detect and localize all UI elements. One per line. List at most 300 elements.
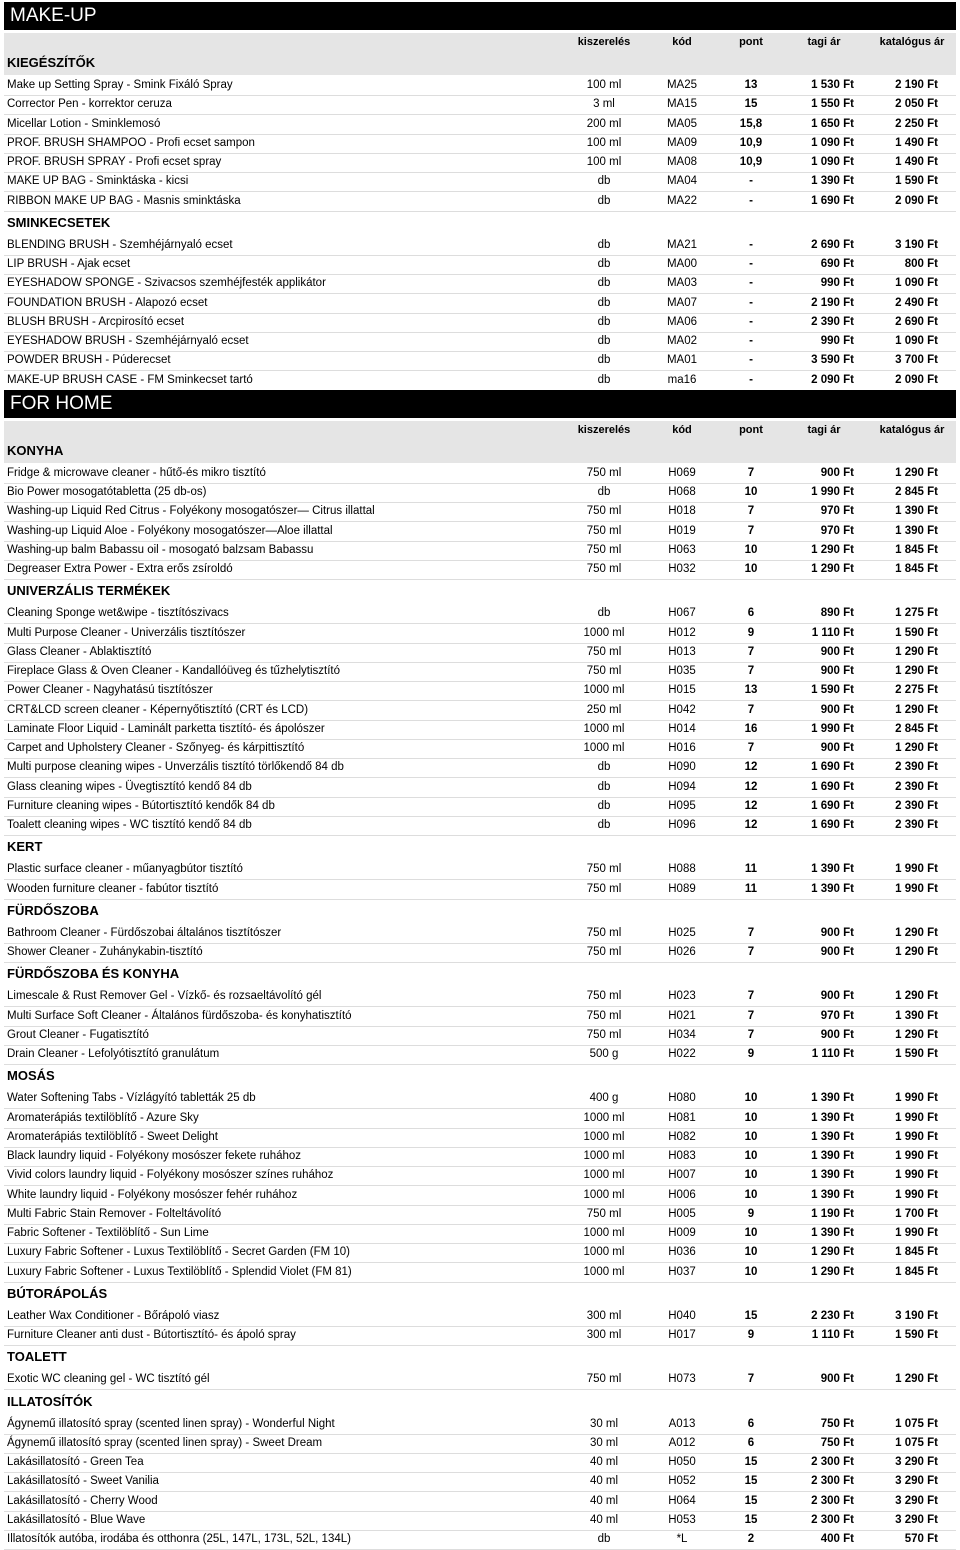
catalog-price: 1 075 Ft: [895, 1417, 938, 1430]
member-price: 400 Ft: [820, 1533, 854, 1545]
product-code: A013: [668, 1417, 696, 1430]
column-header-code: kód: [672, 423, 692, 436]
product-code: H026: [668, 946, 696, 958]
product-code: H014: [668, 722, 696, 735]
product-name: BLENDING BRUSH - Szemhéjárnyaló ecset: [7, 238, 233, 251]
catalog-price: 1 845 Ft: [895, 1246, 938, 1259]
product-name: Furniture cleaning wipes - Bútortisztító kendők 84 db: [7, 799, 275, 812]
product-size: 3 ml: [593, 98, 615, 111]
section-title: FÜRDŐSZOBA: [7, 902, 99, 918]
catalog-price: 3 190 Ft: [895, 1309, 938, 1322]
product-name: Fireplace Glass & Oven Cleaner - Kandallóüveg és tűzhelytisztító: [7, 665, 341, 677]
product-code: MA09: [666, 136, 698, 149]
product-points: 7: [747, 1009, 755, 1022]
product-code: MA15: [666, 98, 698, 111]
product-code: H068: [668, 486, 696, 498]
product-points: 7: [747, 703, 755, 716]
table-row: [4, 1166, 956, 1186]
product-code: H053: [668, 1513, 696, 1526]
table-row: [4, 1263, 956, 1283]
product-size: db: [597, 780, 611, 793]
product-code: MA07: [666, 296, 698, 309]
product-points: 15: [744, 98, 758, 111]
member-price: 1 990 Ft: [811, 722, 854, 735]
table-row: [4, 816, 956, 836]
product-name: Glass Cleaner - Ablaktisztító: [7, 645, 152, 658]
product-code: H012: [668, 626, 696, 639]
table-row: [4, 95, 956, 115]
product-size: db: [597, 238, 611, 251]
product-size: 250 ml: [586, 703, 622, 716]
member-price: 2 300 Ft: [811, 1456, 854, 1468]
product-code: MA06: [666, 315, 698, 328]
product-code: H007: [668, 1169, 696, 1182]
table-row: [4, 1492, 956, 1512]
product-points: 10: [744, 543, 758, 556]
member-price: 1 290 Ft: [811, 1246, 854, 1259]
product-size: 30 ml: [589, 1436, 619, 1449]
product-code: MA00: [666, 258, 698, 270]
member-price: 1 390 Ft: [811, 1130, 854, 1143]
product-size: 1000 ml: [583, 1188, 625, 1201]
product-points: 7: [747, 946, 755, 958]
member-price: 970 Ft: [820, 524, 854, 537]
catalog-price: 1 075 Ft: [895, 1436, 938, 1449]
member-price: 900 Ft: [820, 645, 854, 658]
table-row: [4, 313, 956, 333]
product-size: 1000 ml: [583, 742, 625, 754]
product-size: db: [597, 819, 611, 831]
product-size: db: [597, 315, 611, 328]
column-header: [4, 33, 956, 51]
product-points: 11: [744, 863, 758, 876]
table-row: [4, 294, 956, 314]
product-points: 10: [744, 1227, 758, 1239]
table-row: [4, 153, 956, 173]
catalog-price: 1 990 Ft: [895, 1111, 938, 1124]
product-size: db: [597, 335, 611, 347]
product-code: MA08: [666, 156, 698, 168]
member-price: 2 300 Ft: [811, 1475, 854, 1488]
product-code: ma16: [667, 373, 697, 386]
product-size: db: [597, 373, 611, 386]
table-row: [4, 1109, 956, 1129]
catalog-price: 2 390 Ft: [895, 780, 938, 793]
product-name: Luxury Fabric Softener - Luxus Textilöblítő - Splendid Violet (FM 81): [7, 1265, 352, 1278]
product-code: MA03: [666, 277, 698, 290]
product-code: H040: [668, 1309, 696, 1322]
table-row: [4, 797, 956, 817]
product-size: 750 ml: [586, 882, 622, 895]
table-row: [4, 1007, 956, 1027]
product-size: 40 ml: [589, 1475, 619, 1488]
product-size: db: [597, 194, 611, 207]
table-row: [4, 522, 956, 542]
product-name: Black laundry liquid - Folyékony mosószer fekete ruhához: [7, 1150, 302, 1162]
member-price: 1 110 Ft: [811, 1048, 854, 1060]
product-size: db: [597, 607, 611, 620]
product-code: H073: [668, 1373, 696, 1386]
product-size: 1000 ml: [583, 626, 625, 639]
product-points: 15: [744, 1475, 758, 1488]
table-row: [4, 681, 956, 701]
product-size: 30 ml: [589, 1417, 619, 1430]
catalog-price: 1 090 Ft: [895, 335, 938, 347]
product-points: 12: [744, 780, 758, 793]
member-price: 750 Ft: [820, 1417, 854, 1430]
product-name: MAKE-UP BRUSH CASE - FM Sminkecset tartó: [7, 373, 253, 386]
member-price: 990 Ft: [820, 277, 854, 290]
product-code: MA25: [666, 79, 698, 91]
product-code: H005: [668, 1207, 696, 1220]
product-code: H019: [668, 524, 696, 537]
product-size: 750 ml: [586, 505, 622, 518]
product-points: 6: [747, 1417, 755, 1430]
product-code: H094: [668, 780, 696, 793]
product-code: H081: [668, 1111, 696, 1124]
catalog-price: 1 290 Ft: [895, 1028, 938, 1041]
product-code: MA22: [666, 194, 698, 207]
table-row: [4, 1415, 956, 1435]
product-points: -: [749, 296, 753, 309]
product-size: db: [597, 258, 611, 270]
product-size: 750 ml: [586, 543, 622, 556]
product-size: 750 ml: [586, 1207, 622, 1220]
product-name: Make up Setting Spray - Smink Fixáló Spray: [7, 79, 233, 91]
table-row: [4, 604, 956, 624]
member-price: 1 690 Ft: [811, 799, 854, 812]
product-name: Luxury Fabric Softener - Luxus Textilöblítő - Secret Garden (FM 10): [7, 1246, 351, 1259]
category-banner: FOR HOME: [4, 390, 956, 418]
member-price: 900 Ft: [820, 742, 854, 754]
product-size: 1000 ml: [583, 1111, 625, 1124]
table-row: [4, 880, 956, 900]
product-size: db: [597, 799, 611, 812]
member-price: 900 Ft: [820, 1028, 854, 1041]
section-title: MOSÁS: [7, 1068, 55, 1084]
product-points: 6: [747, 1436, 755, 1449]
table-row: [4, 134, 956, 154]
catalog-price: 2 250 Ft: [895, 117, 938, 130]
product-name: Corrector Pen - korrektor ceruza: [7, 98, 172, 111]
product-size: 750 ml: [586, 665, 622, 677]
column-header-tagi: tagi ár: [807, 36, 841, 48]
product-name: Illatosítók autóba, irodába és otthonra (25L, 147L, 173L, 52L, 134L): [7, 1533, 351, 1545]
catalog-price: 2 090 Ft: [895, 373, 938, 386]
member-price: 900 Ft: [820, 466, 854, 479]
product-name: MAKE UP BAG - Sminktáska - kicsi: [7, 175, 189, 188]
catalog-price: 1 290 Ft: [895, 926, 938, 939]
product-code: H035: [668, 665, 696, 677]
table-row: [4, 1453, 956, 1473]
product-size: 1000 ml: [583, 1227, 625, 1239]
product-size: 100 ml: [586, 156, 622, 168]
member-price: 2 090 Ft: [811, 373, 854, 386]
member-price: 900 Ft: [820, 990, 854, 1003]
product-code: H088: [668, 863, 696, 876]
table-row: [4, 701, 956, 721]
member-price: 1 390 Ft: [811, 175, 854, 188]
product-size: 100 ml: [586, 79, 622, 91]
product-code: H009: [668, 1227, 696, 1239]
product-size: 750 ml: [586, 563, 622, 575]
catalog-price: 1 845 Ft: [895, 563, 938, 575]
product-code: H063: [668, 543, 696, 556]
product-points: 10: [744, 1188, 758, 1201]
product-size: 1000 ml: [583, 1130, 625, 1143]
product-size: 750 ml: [586, 946, 622, 958]
catalog-price: 3 190 Ft: [895, 238, 938, 251]
product-points: -: [749, 277, 753, 290]
product-points: 10: [744, 1150, 758, 1162]
section-title: KERT: [7, 839, 43, 855]
product-code: H006: [668, 1188, 696, 1201]
category-banner: MAKE-UP: [4, 2, 956, 30]
column-header-size: kiszerelés: [577, 423, 631, 436]
product-name: PROF. BRUSH SHAMPOO - Profi ecset sampon: [7, 136, 255, 149]
table-row: [4, 1326, 956, 1346]
product-points: 7: [747, 1028, 755, 1041]
member-price: 1 530 Ft: [811, 79, 854, 91]
product-points: 10: [744, 1246, 758, 1259]
product-size: db: [597, 277, 611, 290]
product-code: MA05: [666, 117, 698, 130]
product-points: 7: [747, 742, 755, 754]
catalog-price: 3 290 Ft: [895, 1456, 938, 1468]
member-price: 2 300 Ft: [811, 1513, 854, 1526]
table-row: [4, 172, 956, 192]
catalog-price: 2 390 Ft: [895, 761, 938, 774]
product-name: Shower Cleaner - Zuhánykabin-tisztító: [7, 946, 203, 958]
product-code: H022: [668, 1048, 696, 1060]
product-name: Laminate Floor Liquid - Laminált parketta tisztító- és ápolószer: [7, 722, 325, 735]
product-points: -: [749, 335, 753, 347]
member-price: 1 690 Ft: [811, 819, 854, 831]
member-price: 1 110 Ft: [811, 626, 854, 639]
product-name: Aromaterápiás textilöblítő - Azure Sky: [7, 1111, 199, 1124]
product-points: 9: [747, 1207, 755, 1220]
product-code: H017: [668, 1329, 696, 1341]
product-size: 1000 ml: [583, 684, 625, 697]
table-row: [4, 1186, 956, 1206]
catalog-price: 1 590 Ft: [895, 175, 938, 188]
product-size: 500 g: [589, 1048, 619, 1060]
member-price: 890 Ft: [820, 607, 854, 620]
catalog-price: 2 490 Ft: [895, 296, 938, 309]
product-name: Washing-up balm Babassu oil - mosogató balzsam Babassu: [7, 543, 314, 556]
member-price: 1 390 Ft: [811, 1111, 854, 1124]
product-name: Micellar Lotion - Sminklemosó: [7, 117, 161, 130]
member-price: 1 650 Ft: [811, 117, 854, 130]
table-row: [4, 943, 956, 963]
product-code: H034: [668, 1028, 696, 1041]
product-points: 10: [744, 1169, 758, 1182]
catalog-price: 1 390 Ft: [895, 524, 938, 537]
member-price: 1 390 Ft: [811, 1188, 854, 1201]
member-price: 1 290 Ft: [811, 543, 854, 556]
table-row: [4, 860, 956, 880]
catalog-price: 1 290 Ft: [895, 645, 938, 658]
catalog-price: 1 290 Ft: [895, 946, 938, 958]
product-name: Plastic surface cleaner - műanyagbútor tisztító: [7, 863, 243, 876]
section-title: UNIVERZÁLIS TERMÉKEK: [7, 583, 171, 599]
product-points: -: [749, 194, 753, 207]
product-code: MA04: [666, 175, 698, 188]
table-row: [4, 483, 956, 503]
catalog-price: 1 990 Ft: [895, 1227, 938, 1239]
product-points: 12: [744, 761, 758, 774]
product-size: 750 ml: [586, 1009, 622, 1022]
member-price: 1 390 Ft: [811, 1150, 854, 1162]
product-name: Furniture Cleaner anti dust - Bútortisztító- és ápoló spray: [7, 1329, 296, 1341]
product-size: db: [597, 175, 611, 188]
catalog-price: 2 275 Ft: [895, 684, 938, 697]
product-code: H021: [668, 1009, 696, 1022]
product-code: H050: [668, 1456, 696, 1468]
product-name: Carpet and Upholstery Cleaner - Szőnyeg- és kárpittisztító: [7, 742, 305, 754]
section-title: BÚTORÁPOLÁS: [7, 1285, 108, 1301]
catalog-price: 1 275 Ft: [895, 607, 938, 620]
product-code: H080: [668, 1092, 696, 1105]
product-size: 300 ml: [586, 1329, 622, 1341]
product-points: -: [749, 354, 753, 367]
catalog-price: 1 290 Ft: [895, 990, 938, 1003]
product-code: H067: [668, 607, 696, 620]
product-name: Power Cleaner - Nagyhatású tisztítószer: [7, 684, 213, 697]
product-name: Multi purpose cleaning wipes - Unverzális tisztító törlőkendő 84 db: [7, 761, 344, 774]
member-price: 900 Ft: [820, 926, 854, 939]
product-code: *L: [676, 1533, 688, 1545]
product-code: H083: [668, 1150, 696, 1162]
product-code: H025: [668, 926, 696, 939]
product-points: 11: [744, 882, 758, 895]
table-row: [4, 464, 956, 484]
product-points: 9: [747, 626, 755, 639]
member-price: 1 990 Ft: [811, 486, 854, 498]
catalog-price: 1 490 Ft: [895, 136, 938, 149]
product-points: 10: [744, 486, 758, 498]
member-price: 900 Ft: [820, 1373, 854, 1386]
member-price: 1 390 Ft: [811, 863, 854, 876]
table-row: [4, 1370, 956, 1390]
section-title: ILLATOSÍTÓK: [7, 1393, 93, 1409]
product-points: 12: [744, 799, 758, 812]
product-name: Lakásillatosító - Green Tea: [7, 1456, 144, 1468]
catalog-price: 1 990 Ft: [895, 863, 938, 876]
product-size: db: [597, 1533, 611, 1545]
catalog-price: 2 090 Ft: [895, 194, 938, 207]
table-row: [4, 1026, 956, 1046]
product-points: 10: [744, 563, 758, 575]
catalog-price: 2 845 Ft: [895, 486, 938, 498]
catalog-price: 800 Ft: [904, 258, 938, 270]
product-code: H037: [668, 1265, 696, 1278]
member-price: 750 Ft: [820, 1436, 854, 1449]
table-row: [4, 1511, 956, 1531]
product-code: H023: [668, 990, 696, 1003]
product-points: 7: [747, 524, 755, 537]
table-row: [4, 1147, 956, 1167]
catalog-price: 2 190 Ft: [895, 79, 938, 91]
column-header-pont: pont: [739, 36, 763, 48]
product-points: 7: [747, 990, 755, 1003]
table-row: [4, 643, 956, 663]
product-name: Ágynemű illatosító spray (scented linen spray) - Wonderful Night: [7, 1417, 335, 1430]
product-points: 15: [744, 1494, 758, 1507]
table-row: [4, 624, 956, 644]
product-points: -: [749, 315, 753, 328]
product-points: 15: [744, 1309, 758, 1322]
catalog-price: 1 290 Ft: [895, 466, 938, 479]
product-points: 2: [747, 1533, 755, 1545]
member-price: 2 390 Ft: [811, 315, 854, 328]
catalog-price: 2 390 Ft: [895, 799, 938, 812]
product-code: H064: [668, 1494, 696, 1507]
catalog-price: 1 990 Ft: [895, 1150, 938, 1162]
column-header: [4, 421, 956, 439]
member-price: 1 590 Ft: [811, 684, 854, 697]
product-size: 1000 ml: [583, 1246, 625, 1259]
member-price: 900 Ft: [820, 665, 854, 677]
table-row: [4, 924, 956, 944]
table-row: [4, 192, 956, 212]
member-price: 990 Ft: [820, 335, 854, 347]
product-size: 750 ml: [586, 524, 622, 537]
member-price: 1 290 Ft: [811, 563, 854, 575]
product-name: EYESHADOW BRUSH - Szemhéjárnyaló ecset: [7, 335, 249, 347]
member-price: 3 590 Ft: [811, 354, 854, 367]
table-row: [4, 739, 956, 759]
product-name: Vivid colors laundry liquid - Folyékony mosószer színes ruhához: [7, 1169, 334, 1182]
member-price: 1 190 Ft: [811, 1207, 854, 1220]
member-price: 1 690 Ft: [811, 194, 854, 207]
product-size: db: [597, 296, 611, 309]
product-points: 10: [744, 1265, 758, 1278]
product-size: 750 ml: [586, 1028, 622, 1041]
member-price: 1 090 Ft: [811, 156, 854, 168]
product-name: Drain Cleaner - Lefolyótisztító granulátum: [7, 1048, 220, 1060]
product-code: H013: [668, 645, 696, 658]
table-row: [4, 255, 956, 275]
table-row: [4, 332, 956, 352]
catalog-price: 1 390 Ft: [895, 505, 938, 518]
product-size: 750 ml: [586, 1373, 622, 1386]
product-points: -: [749, 238, 753, 251]
table-row: [4, 1205, 956, 1225]
catalog-price: 2 845 Ft: [895, 722, 938, 735]
product-points: 15: [744, 1456, 758, 1468]
catalog-price: 3 290 Ft: [895, 1475, 938, 1488]
table-row: [4, 236, 956, 256]
product-size: 750 ml: [586, 926, 622, 939]
product-code: H095: [668, 799, 696, 812]
product-code: H096: [668, 819, 696, 831]
product-name: Bio Power mosogatótabletta (25 db-os): [7, 486, 207, 498]
catalog-price: 1 290 Ft: [895, 742, 938, 754]
member-price: 1 090 Ft: [811, 136, 854, 149]
product-code: A012: [668, 1436, 696, 1449]
product-points: 7: [747, 645, 755, 658]
product-code: H036: [668, 1246, 696, 1259]
catalog-price: 3 700 Ft: [895, 354, 938, 367]
catalog-price: 1 990 Ft: [895, 1130, 938, 1143]
catalog-price: 1 990 Ft: [895, 1188, 938, 1201]
product-name: Exotic WC cleaning gel - WC tisztító gél: [7, 1373, 210, 1386]
product-code: H018: [668, 505, 696, 518]
table-row: [4, 662, 956, 682]
product-points: 12: [744, 819, 758, 831]
table-row: [4, 502, 956, 522]
